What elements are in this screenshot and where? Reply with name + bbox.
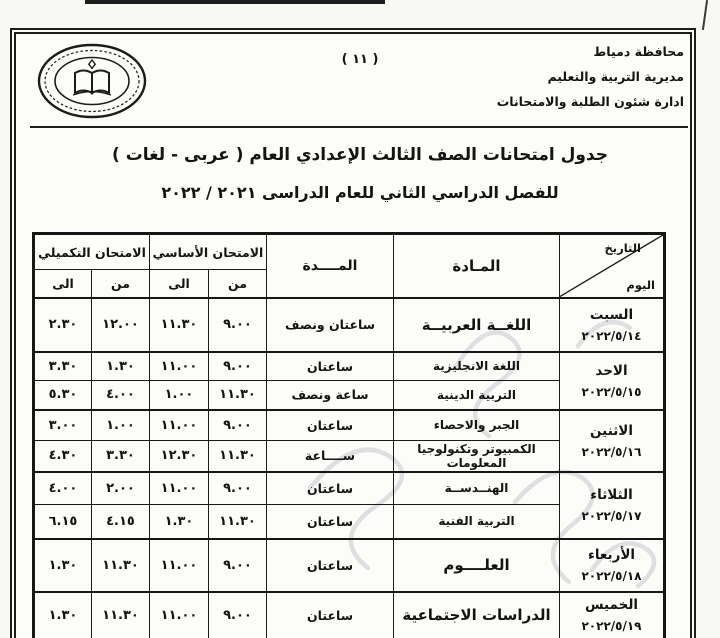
subject-cell: التربية الفنية bbox=[394, 505, 560, 539]
exam-table bbox=[32, 232, 666, 638]
makeup-to-cell: ٤.٣٠ bbox=[34, 441, 92, 472]
day-cell bbox=[560, 472, 665, 539]
table-row bbox=[34, 410, 665, 441]
day-date: ٢٠٢٢/٥/١٧ bbox=[581, 509, 642, 523]
day-cell bbox=[560, 410, 665, 472]
main-to-cell: ١١.٠٠ bbox=[150, 352, 209, 381]
day-header-label: اليوم bbox=[626, 277, 655, 292]
main-to-cell: ١١.٣٠ bbox=[150, 298, 209, 352]
main-from-cell: ١١.٣٠ bbox=[209, 441, 267, 472]
main-to-cell: ١١.٠٠ bbox=[150, 539, 209, 592]
makeup-from-cell: ١١.٣٠ bbox=[92, 592, 150, 638]
day-cell bbox=[560, 298, 665, 352]
makeup-to-cell: ٣.٠٠ bbox=[34, 410, 92, 441]
duration-cell: ساعتان bbox=[267, 592, 394, 638]
day-date: ٢٠٢٢/٥/١٨ bbox=[581, 569, 642, 583]
subject-cell: اللغة الانجليزية bbox=[394, 352, 560, 381]
table-row bbox=[34, 298, 665, 352]
exam-table-body bbox=[34, 298, 665, 638]
subject-cell: الدراسات الاجتماعية bbox=[394, 592, 560, 638]
makeup-to-cell: ١.٣٠ bbox=[34, 592, 92, 638]
main-from-cell: ٩.٠٠ bbox=[209, 539, 267, 592]
makeup-from-cell: ٢.٠٠ bbox=[92, 472, 150, 505]
makeup-from-cell: ٤.١٥ bbox=[92, 505, 150, 539]
subject-cell: الجبر والاحصاء bbox=[394, 410, 560, 441]
main-to-cell: ١.٠٠ bbox=[150, 381, 209, 410]
scan-edge-artifact bbox=[85, 0, 385, 4]
makeup-from-cell: ٤.٠٠ bbox=[92, 381, 150, 410]
duration-cell: ساعتان bbox=[267, 539, 394, 592]
main-from-cell: ٩.٠٠ bbox=[209, 298, 267, 352]
main-to-cell: ١١.٠٠ bbox=[150, 592, 209, 638]
day-name: الثلاثاء bbox=[590, 487, 633, 503]
main-to-cell: ١١.٠٠ bbox=[150, 472, 209, 505]
duration-cell: ساعتان bbox=[267, 472, 394, 505]
day-cell bbox=[560, 539, 665, 592]
duration-cell: ساعتان bbox=[267, 505, 394, 539]
makeup-to-cell: ٤.٠٠ bbox=[34, 472, 92, 505]
date-header-label: التاريخ bbox=[604, 241, 641, 255]
subject-cell: العلــــوم bbox=[394, 539, 560, 592]
ministry-seal-logo bbox=[36, 42, 148, 120]
main-from-cell: ٩.٠٠ bbox=[209, 472, 267, 505]
day-cell bbox=[560, 592, 665, 638]
main-from-cell: ٩.٠٠ bbox=[209, 352, 267, 381]
exam-table-head bbox=[34, 234, 665, 298]
subject-header: المـادة bbox=[394, 234, 560, 298]
main-to-header: الى bbox=[150, 270, 209, 298]
day-date: ٢٠٢٢/٥/١٦ bbox=[581, 444, 642, 459]
schedule-title: جدول امتحانات الصف الثالث الإعدادي العام ( عربى - لغات ) bbox=[112, 145, 608, 165]
subject-cell: الكمبيوتر وتكنولوجيا المعلومات bbox=[394, 441, 560, 472]
makeup-from-cell: ١.٣٠ bbox=[92, 352, 150, 381]
day-date: ٢٠٢٢/٥/١٤ bbox=[581, 328, 642, 343]
main-from-cell: ١١.٣٠ bbox=[209, 381, 267, 410]
directorate-line: مديرية التربية والتعليم bbox=[547, 69, 684, 84]
duration-cell: ساعتان bbox=[267, 352, 394, 381]
makeup-from-header: من bbox=[92, 270, 150, 298]
table-header-row-1 bbox=[34, 234, 665, 270]
organization-header bbox=[497, 44, 684, 119]
day-name: السبت bbox=[589, 306, 634, 323]
subject-cell: الهنــدســة bbox=[394, 472, 560, 505]
main-from-cell: ١١.٣٠ bbox=[209, 505, 267, 539]
governorate-line: محافظة دمياط bbox=[593, 44, 684, 59]
day-name: الاثنين bbox=[590, 422, 633, 439]
duration-cell: ساعة ونصف bbox=[267, 381, 394, 410]
makeup-to-cell: ٣.٣٠ bbox=[34, 352, 92, 381]
table-row bbox=[34, 539, 665, 592]
administration-line: ادارة شئون الطلبة والامتحانات bbox=[496, 94, 684, 109]
main-exam-header: الامتحان الأساسي bbox=[150, 234, 267, 270]
table-row bbox=[34, 592, 665, 638]
header-divider-line bbox=[30, 126, 688, 128]
schedule-subtitle: للفصل الدراسي الثاني للعام الدراسى ٢٠٢١ / ٢٠٢٢ bbox=[161, 183, 559, 202]
main-to-cell: ١٢.٣٠ bbox=[150, 441, 209, 472]
makeup-to-cell: ١.٣٠ bbox=[34, 539, 92, 592]
main-from-cell: ٩.٠٠ bbox=[209, 410, 267, 441]
duration-cell: ساعتان bbox=[267, 410, 394, 441]
page-number: ( ١١ ) bbox=[341, 52, 379, 67]
day-date: ٢٠٢٢/٥/١٥ bbox=[581, 384, 642, 399]
main-to-cell: ١.٣٠ bbox=[150, 505, 209, 539]
makeup-exam-header: الامتحان التكميلي bbox=[34, 234, 150, 270]
main-from-header: من bbox=[209, 270, 267, 298]
makeup-from-cell: ١٢.٠٠ bbox=[92, 298, 150, 352]
main-to-cell: ١١.٠٠ bbox=[150, 410, 209, 441]
duration-cell: ساعتان ونصف bbox=[267, 298, 394, 352]
day-name: الخميس bbox=[584, 597, 639, 614]
duration-header: المــــدة bbox=[267, 234, 394, 298]
makeup-to-cell: ٥.٣٠ bbox=[34, 381, 92, 410]
makeup-to-header: الى bbox=[34, 270, 92, 298]
day-cell bbox=[560, 352, 665, 410]
table-row bbox=[34, 352, 665, 381]
duration-cell: ســــاعة bbox=[267, 441, 394, 472]
day-name: الاحد bbox=[595, 362, 628, 379]
makeup-from-cell: ٣.٣٠ bbox=[92, 441, 150, 472]
date-day-header-cell bbox=[560, 234, 665, 298]
makeup-to-cell: ٦.١٥ bbox=[34, 505, 92, 539]
scan-corner-artifact bbox=[702, 0, 708, 30]
subject-cell: اللغــة العربيــة bbox=[394, 298, 560, 352]
makeup-from-cell: ١١.٣٠ bbox=[92, 539, 150, 592]
makeup-from-cell: ١.٠٠ bbox=[92, 410, 150, 441]
subject-cell: التربية الدينية bbox=[394, 381, 560, 410]
day-name: الأربعاء bbox=[587, 547, 636, 563]
main-from-cell: ٩.٠٠ bbox=[209, 592, 267, 638]
makeup-to-cell: ٢.٣٠ bbox=[34, 298, 92, 352]
table-row bbox=[34, 472, 665, 505]
day-date: ٢٠٢٢/٥/١٩ bbox=[581, 619, 642, 634]
